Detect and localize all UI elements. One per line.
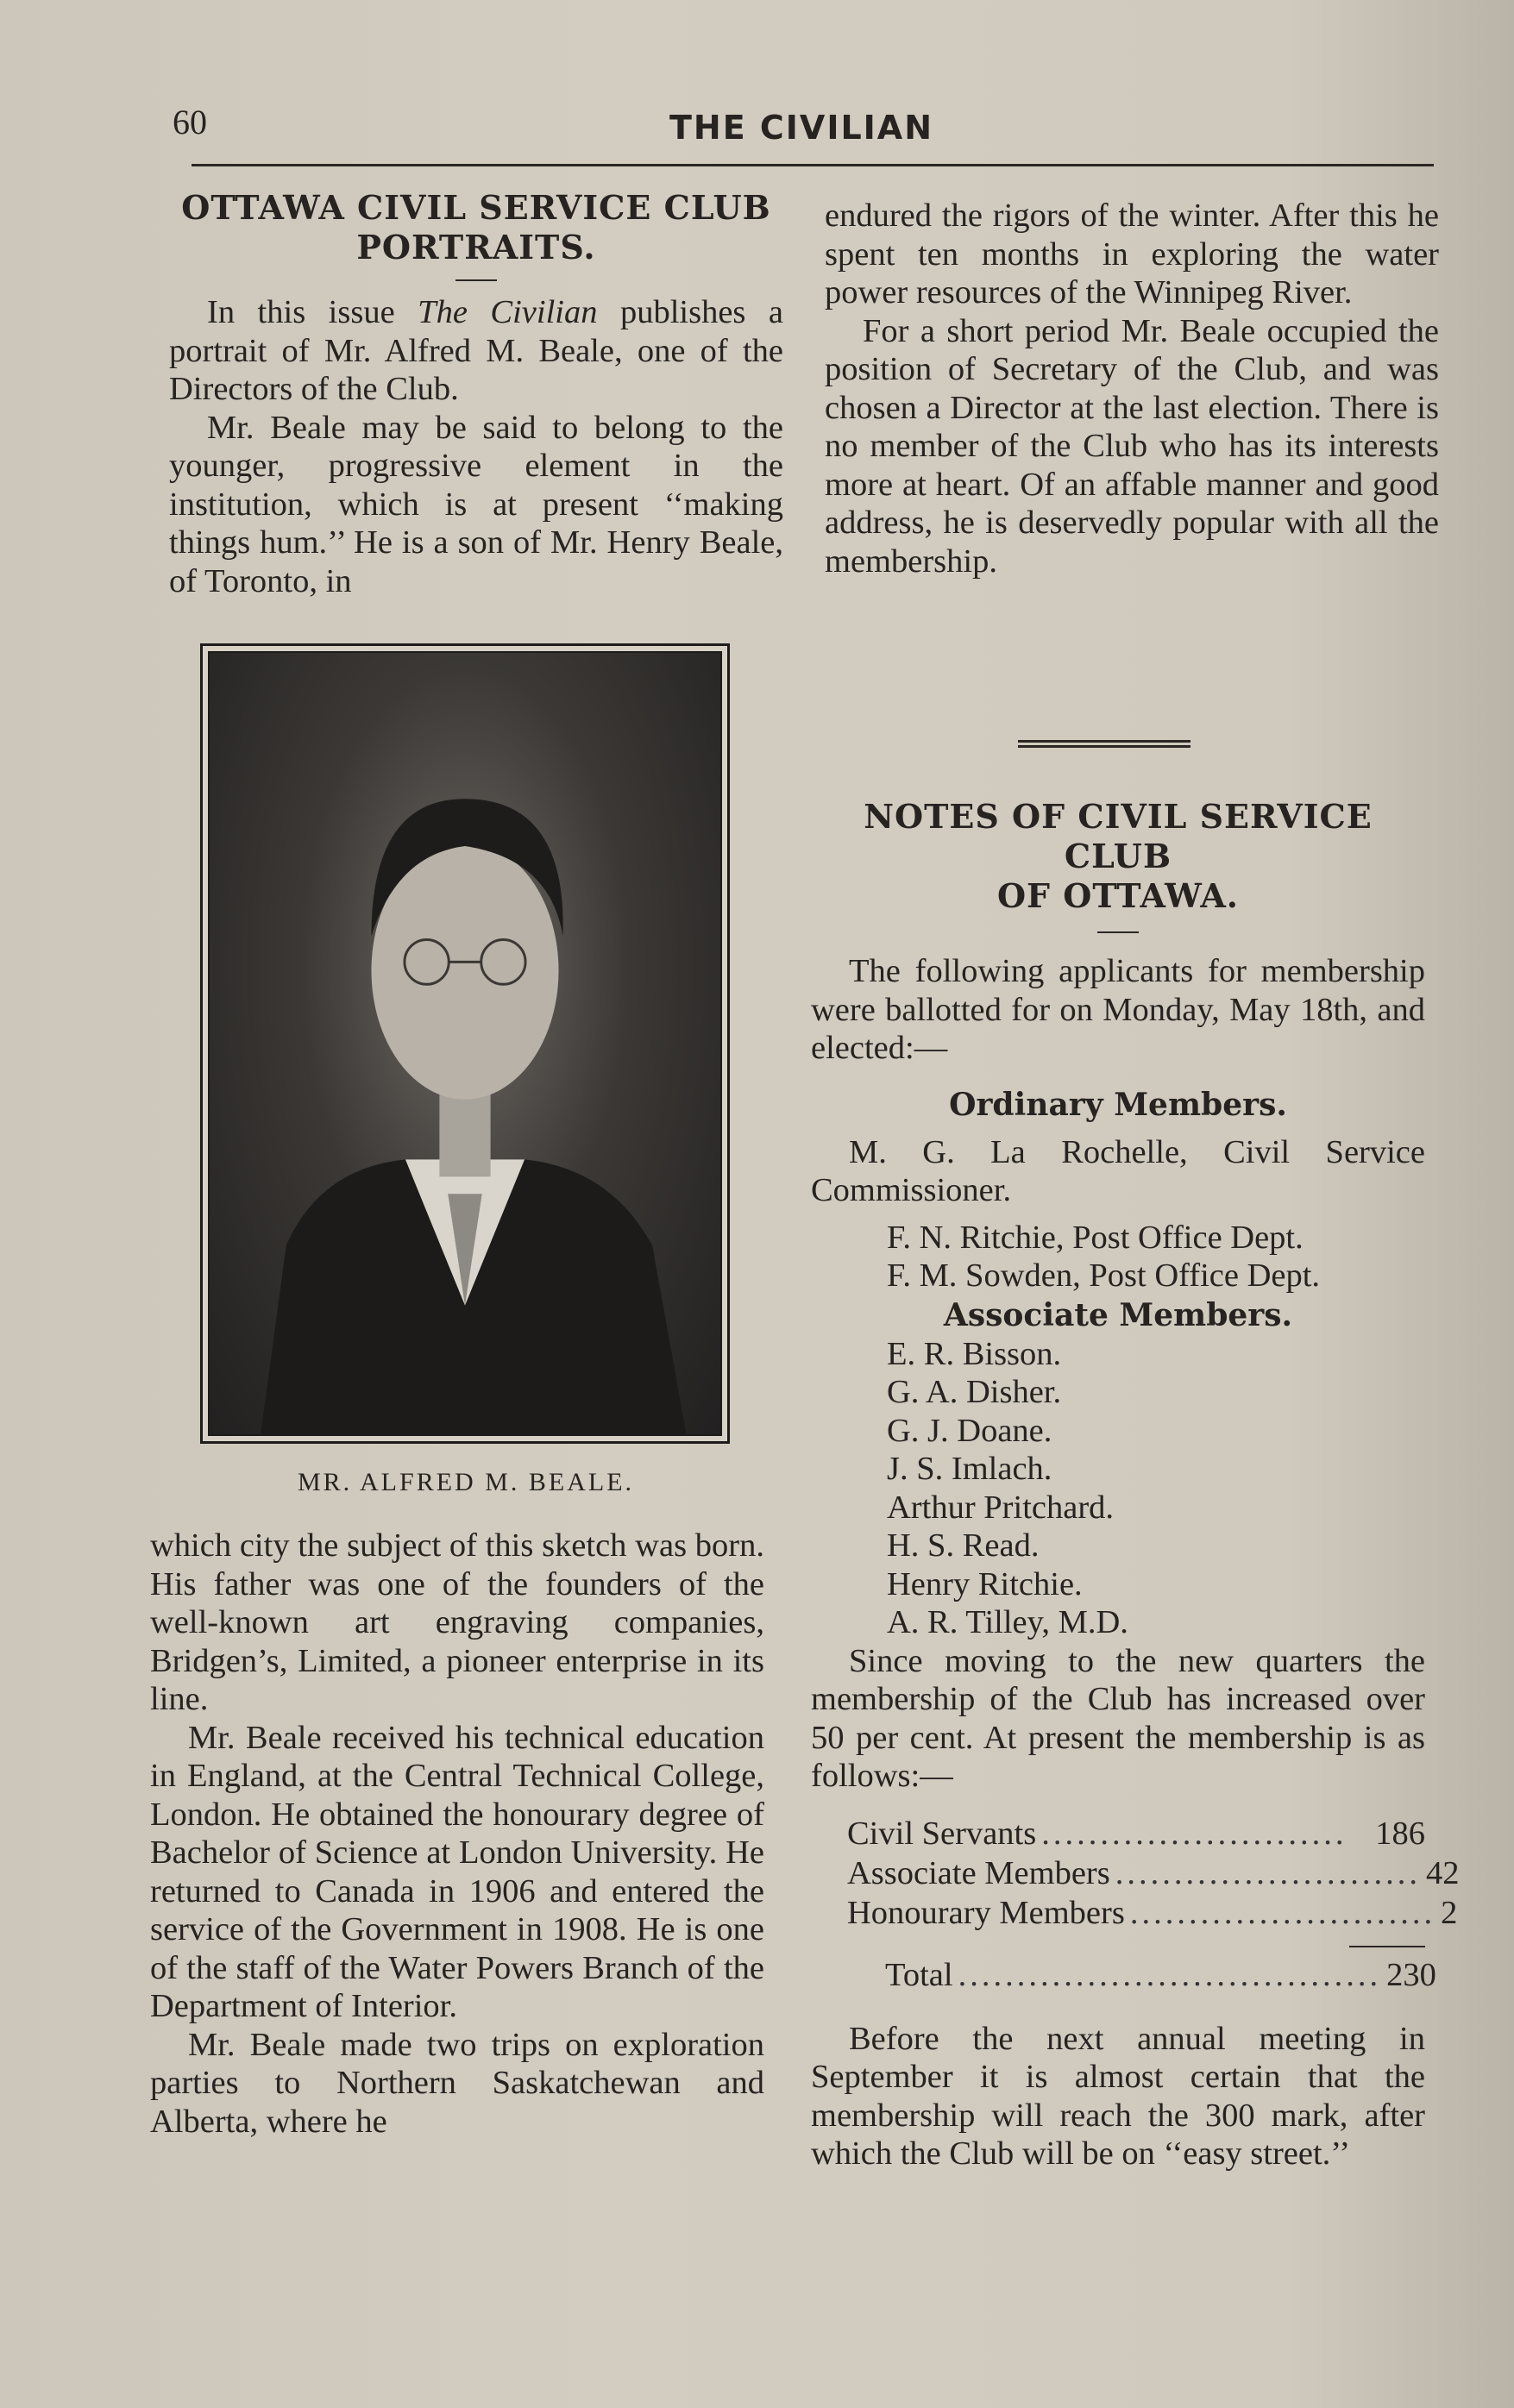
list-item: Arthur Pritchard.	[887, 1489, 1115, 1526]
article-paragraph: which city the subject of this sketch was born. His father was one of the founders of the well-known art engraving companies, Bridgen’s, Limited, a pioneer enterprise in its line.	[150, 1527, 764, 1717]
running-title: THE CIVILIAN	[669, 109, 934, 147]
right-column-top	[825, 197, 1439, 580]
article-title	[169, 188, 783, 267]
list-item: H. S. Read.	[887, 1527, 1040, 1564]
article-title-line2: PORTRAITS.	[356, 228, 596, 267]
article-paragraph: For a short period Mr. Beale occupied the position of Secretary of the Club, and was chosen a Director at the last election. There is no member of the Club who has its interests more at heart. Of an affable manner and good address, he is deservedly popular with all the membership.	[825, 312, 1439, 580]
list-item: A. R. Tilley, M.D.	[887, 1604, 1128, 1640]
photo-caption: MR. ALFRED M. BEALE.	[297, 1468, 635, 1496]
list-item: G. J. Doane.	[887, 1412, 1052, 1449]
stat-value: 2	[1441, 1894, 1458, 1931]
stat-value: 186	[1375, 1815, 1425, 1852]
article-paragraph: Mr. Beale made two trips on exploration parties to Northern Saskatchewan and Alberta, where he	[150, 2026, 764, 2140]
total-value: 230	[1386, 1956, 1436, 1993]
list-item: M. G. La Rochelle, Civil Service Commissioner.	[811, 1133, 1425, 1208]
article-paragraph: endured the rigors of the winter. After this he spent ten months in exploring the water power resources of the Winnipeg River.	[825, 198, 1439, 310]
list-item: F. N. Ritchie, Post Office Dept.	[887, 1219, 1304, 1256]
title-rule	[455, 279, 497, 281]
paragraph-text: publishes a portrait of Mr. Alfred M. Beale, one of the Directors of the Club.	[169, 294, 783, 407]
left-column-bottom	[150, 1527, 764, 2141]
publication-name: The Civilian	[418, 294, 598, 330]
notes-title	[811, 797, 1425, 916]
table-row	[847, 1815, 1425, 1854]
double-rule	[1018, 740, 1190, 748]
portrait-photo-frame	[200, 643, 730, 1444]
page-number: 60	[173, 103, 207, 141]
stat-label: Civil Servants	[847, 1815, 1037, 1852]
total-rule	[1349, 1946, 1425, 1947]
right-column-notes	[811, 797, 1460, 2173]
list-item: G. A. Disher.	[887, 1374, 1062, 1410]
total-label: Total	[885, 1956, 953, 1993]
list-item: Henry Ritchie.	[887, 1565, 1083, 1602]
table-row	[847, 1854, 1460, 1894]
section-divider	[1018, 740, 1190, 748]
article-title-line1: OTTAWA CIVIL SERVICE CLUB	[181, 188, 771, 227]
closing-paragraph: Before the next annual meeting in September it is almost certain that the membership will reach the 300 mark, after which the Club will be on ‘‘easy street.’’	[811, 2020, 1425, 2172]
notes-title-line1: NOTES OF CIVIL SERVICE CLUB	[864, 797, 1373, 875]
article-paragraph: Mr. Beale may be said to belong to the younger, progressive element in the institution, which is at present ‘‘making things hum.’’ He is a son of Mr. Henry Beale, of Toronto, in	[169, 409, 783, 599]
associate-members-heading: Associate Members.	[943, 1296, 1293, 1333]
total-row	[847, 1956, 1436, 1996]
article-paragraph: Mr. Beale received his technical education in England, at the Central Technical College, London. He obtained the honourary degree of Bachelor of Science at London University. He returned to Canada in 1906 and entered the service of the Government in 1908. He is one of the staff of the Water Powers Branch of the Department of Interior.	[150, 1719, 764, 2024]
ordinary-members-list	[811, 1133, 1425, 1295]
list-item: E. R. Bisson.	[887, 1335, 1062, 1372]
paragraph-text: In this issue	[207, 294, 418, 330]
notes-title-line2: OF OTTAWA.	[996, 876, 1240, 915]
stat-label: Associate Members	[847, 1854, 1110, 1891]
leader-dots: ..........................	[1115, 1854, 1421, 1891]
leader-dots: ..........................	[1041, 1815, 1348, 1852]
header-rule	[192, 164, 1434, 166]
left-column-top	[169, 188, 783, 600]
stat-label: Honourary Members	[847, 1894, 1125, 1931]
page-header	[169, 102, 1434, 154]
leader-dots: ....................................	[958, 1956, 1382, 1993]
table-row	[847, 1894, 1458, 1934]
title-rule	[1097, 931, 1139, 933]
ordinary-members-heading: Ordinary Members.	[949, 1086, 1287, 1123]
portrait-photo	[208, 651, 722, 1436]
portrait-figure	[210, 653, 720, 1434]
list-item: F. M. Sowden, Post Office Dept.	[887, 1257, 1321, 1294]
growth-paragraph: Since moving to the new quarters the membership of the Club has increased over 50 per cent. At present the membership is as follows:—	[811, 1642, 1425, 1794]
leader-dots: ..........................	[1129, 1894, 1436, 1931]
notes-intro: The following applicants for membership were ballotted for on Monday, May 18th, and elected:—	[811, 953, 1425, 1066]
article-paragraph	[169, 293, 783, 409]
stat-value: 42	[1425, 1854, 1460, 1891]
associate-members-list	[811, 1335, 1425, 1642]
membership-table	[811, 1815, 1460, 1996]
list-item: J. S. Imlach.	[887, 1451, 1052, 1487]
